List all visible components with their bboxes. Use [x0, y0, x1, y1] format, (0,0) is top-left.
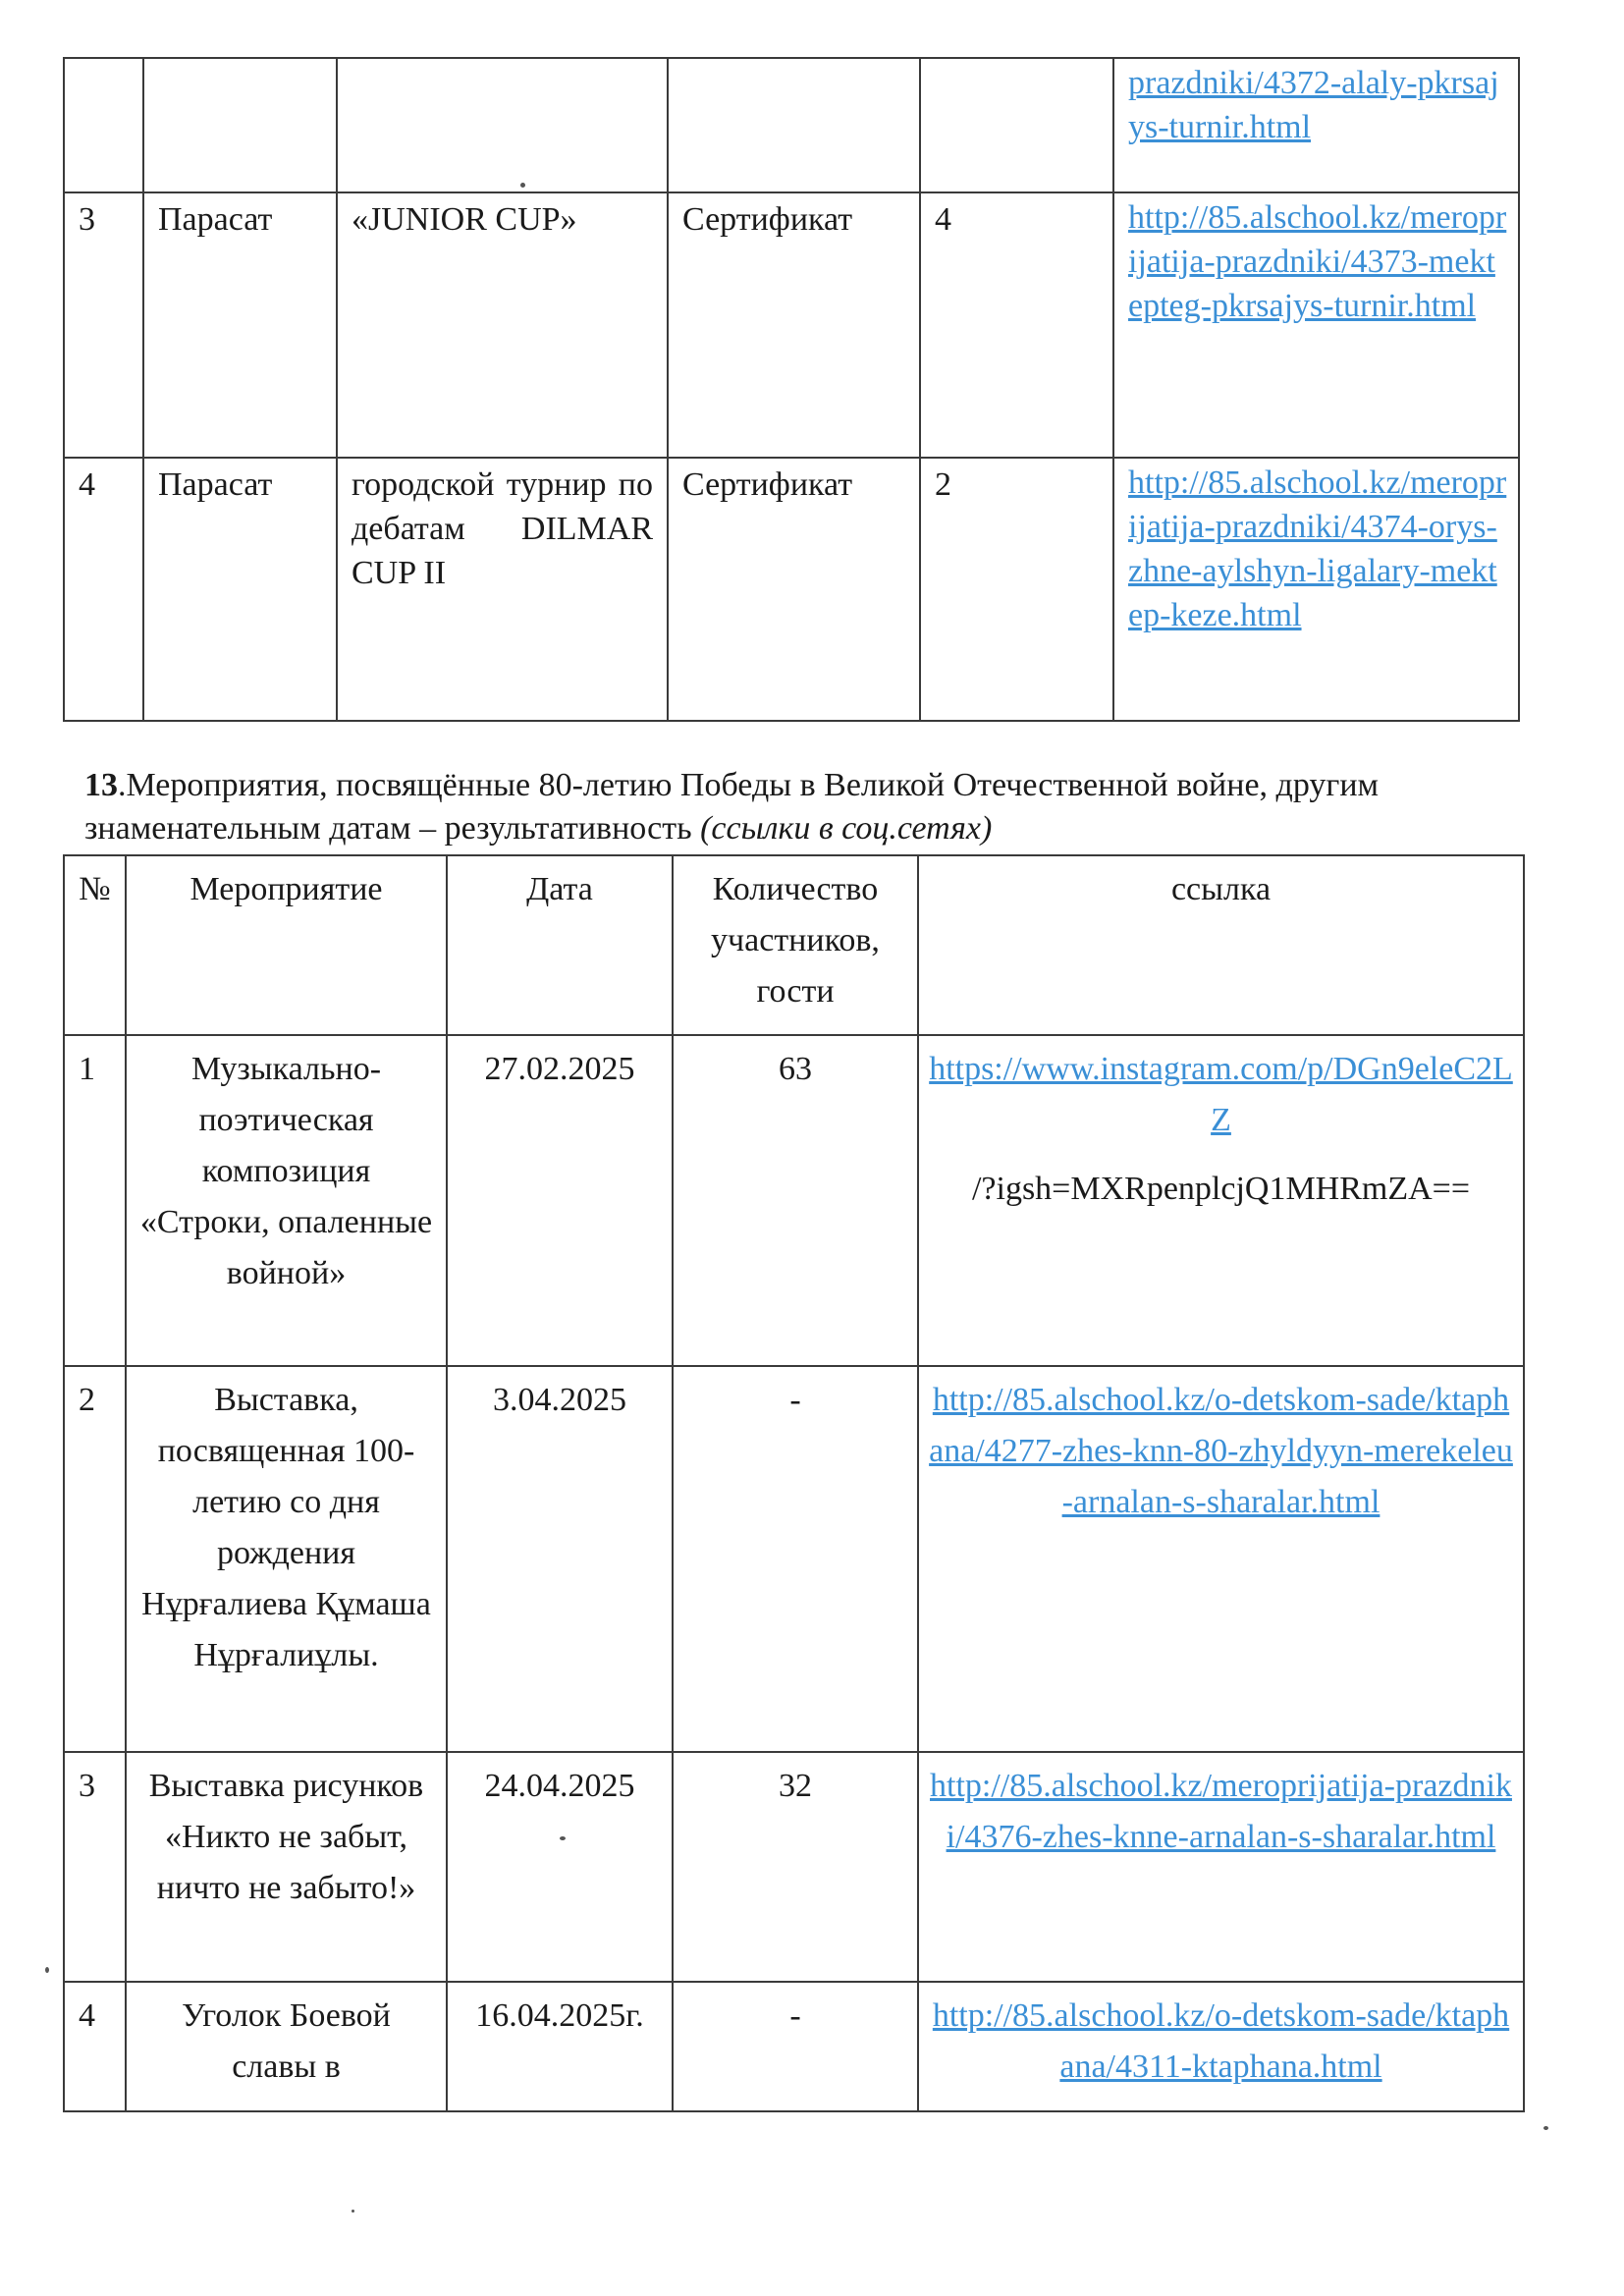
- cell-date: 24.04.2025: [447, 1752, 673, 1982]
- cell-link: [918, 1366, 1524, 1752]
- cell-num: 3: [64, 1752, 126, 1982]
- cell-count: -: [673, 1982, 918, 2111]
- table-row: [64, 192, 1519, 458]
- event-link[interactable]: http://85.alschool.kz/meroprijatija-prazdniki/4374-orys-zhne-aylshyn-ligalary-mektep-keze.html: [1128, 465, 1507, 633]
- cell-doc: Сертификат: [668, 458, 920, 721]
- table-row: [64, 1035, 1524, 1366]
- cell-event: «JUNIOR CUP»: [337, 192, 668, 458]
- cell-event: Выставка рисунков «Никто не забыт, ничто не забыто!»: [126, 1752, 447, 1982]
- cell-num: 4: [64, 1982, 126, 2111]
- scan-speck: [520, 183, 525, 188]
- scan-speck: [352, 2210, 354, 2213]
- section-note: (ссылки в соц.сетях): [700, 810, 993, 847]
- cell-num: 1: [64, 1035, 126, 1366]
- cell-link: [918, 1035, 1524, 1366]
- cell-event: Уголок Боевой славы в: [126, 1982, 447, 2111]
- cell-link: [1113, 192, 1519, 458]
- cell-date: 16.04.2025г.: [447, 1982, 673, 2111]
- section-number: 13: [84, 767, 118, 803]
- event-link[interactable]: https://www.instagram.com/p/DGn9eleC2LZ: [929, 1051, 1513, 1138]
- cell-num: [64, 58, 143, 192]
- victory-events-table: [63, 854, 1525, 2112]
- cell-event: Музыкально-поэтическая композиция «Строки, опаленные войной»: [126, 1035, 447, 1366]
- cell-link: [1113, 58, 1519, 192]
- header-date: Дата: [447, 855, 673, 1035]
- cell-doc: Сертификат: [668, 192, 920, 458]
- cell-event: [337, 58, 668, 192]
- table-row: [64, 458, 1519, 721]
- scan-speck: [45, 1967, 49, 1973]
- table-row: [64, 58, 1519, 192]
- cell-date: 27.02.2025: [447, 1035, 673, 1366]
- section-heading: [84, 764, 1582, 850]
- section-title: .Мероприятия, посвящённые 80-летию Победы в Великой Отечественной войне, другим знаменательным датам – результативность: [84, 767, 1380, 847]
- link-suffix: /?igsh=MXRpenplcjQ1MHRmZA==: [971, 1171, 1471, 1207]
- table-row: [64, 1752, 1524, 1982]
- scan-speck: [1543, 2126, 1548, 2130]
- cell-count: 2: [920, 458, 1113, 721]
- cell-count: 63: [673, 1035, 918, 1366]
- table-row: [64, 1982, 1524, 2111]
- header-event: Мероприятие: [126, 855, 447, 1035]
- header-count: Количество участников, гости: [673, 855, 918, 1035]
- cell-num: 3: [64, 192, 143, 458]
- cell-org: Парасат: [143, 458, 337, 721]
- event-link[interactable]: http://85.alschool.kz/meroprijatija-prazdniki/4373-mektepteg-pkrsajys-turnir.html: [1128, 199, 1507, 324]
- cell-count: [920, 58, 1113, 192]
- awards-table: [63, 57, 1520, 722]
- cell-event: городской турнир по дебатам DILMAR CUP II: [337, 458, 668, 721]
- cell-link: [918, 1982, 1524, 2111]
- cell-link: [1113, 458, 1519, 721]
- event-link[interactable]: http://85.alschool.kz/meroprijatija-prazdniki/4376-zhes-knne-arnalan-s-sharalar.html: [930, 1768, 1512, 1855]
- event-link[interactable]: prazdniki/4372-alaly-pkrsajys-turnir.html: [1128, 65, 1499, 145]
- cell-link: [918, 1752, 1524, 1982]
- cell-num: 2: [64, 1366, 126, 1752]
- cell-org: [143, 58, 337, 192]
- header-link: ссылка: [918, 855, 1524, 1035]
- cell-count: 32: [673, 1752, 918, 1982]
- event-link[interactable]: http://85.alschool.kz/o-detskom-sade/ktaphana/4277-zhes-knn-80-zhyldyyn-merekeleu-arnalan-s-sharalar.html: [929, 1382, 1513, 1520]
- cell-doc: [668, 58, 920, 192]
- cell-date: 3.04.2025: [447, 1366, 673, 1752]
- cell-org: Парасат: [143, 192, 337, 458]
- header-num: №: [64, 855, 126, 1035]
- cell-count: 4: [920, 192, 1113, 458]
- cell-event: Выставка, посвященная 100-летию со дня рождения Нұрғалиева Құмаша Нұрғалиұлы.: [126, 1366, 447, 1752]
- table-header-row: [64, 855, 1524, 1035]
- scan-speck: [560, 1836, 566, 1840]
- event-link[interactable]: http://85.alschool.kz/o-detskom-sade/ktaphana/4311-ktaphana.html: [932, 1997, 1510, 2085]
- cell-count: -: [673, 1366, 918, 1752]
- cell-num: 4: [64, 458, 143, 721]
- table-row: [64, 1366, 1524, 1752]
